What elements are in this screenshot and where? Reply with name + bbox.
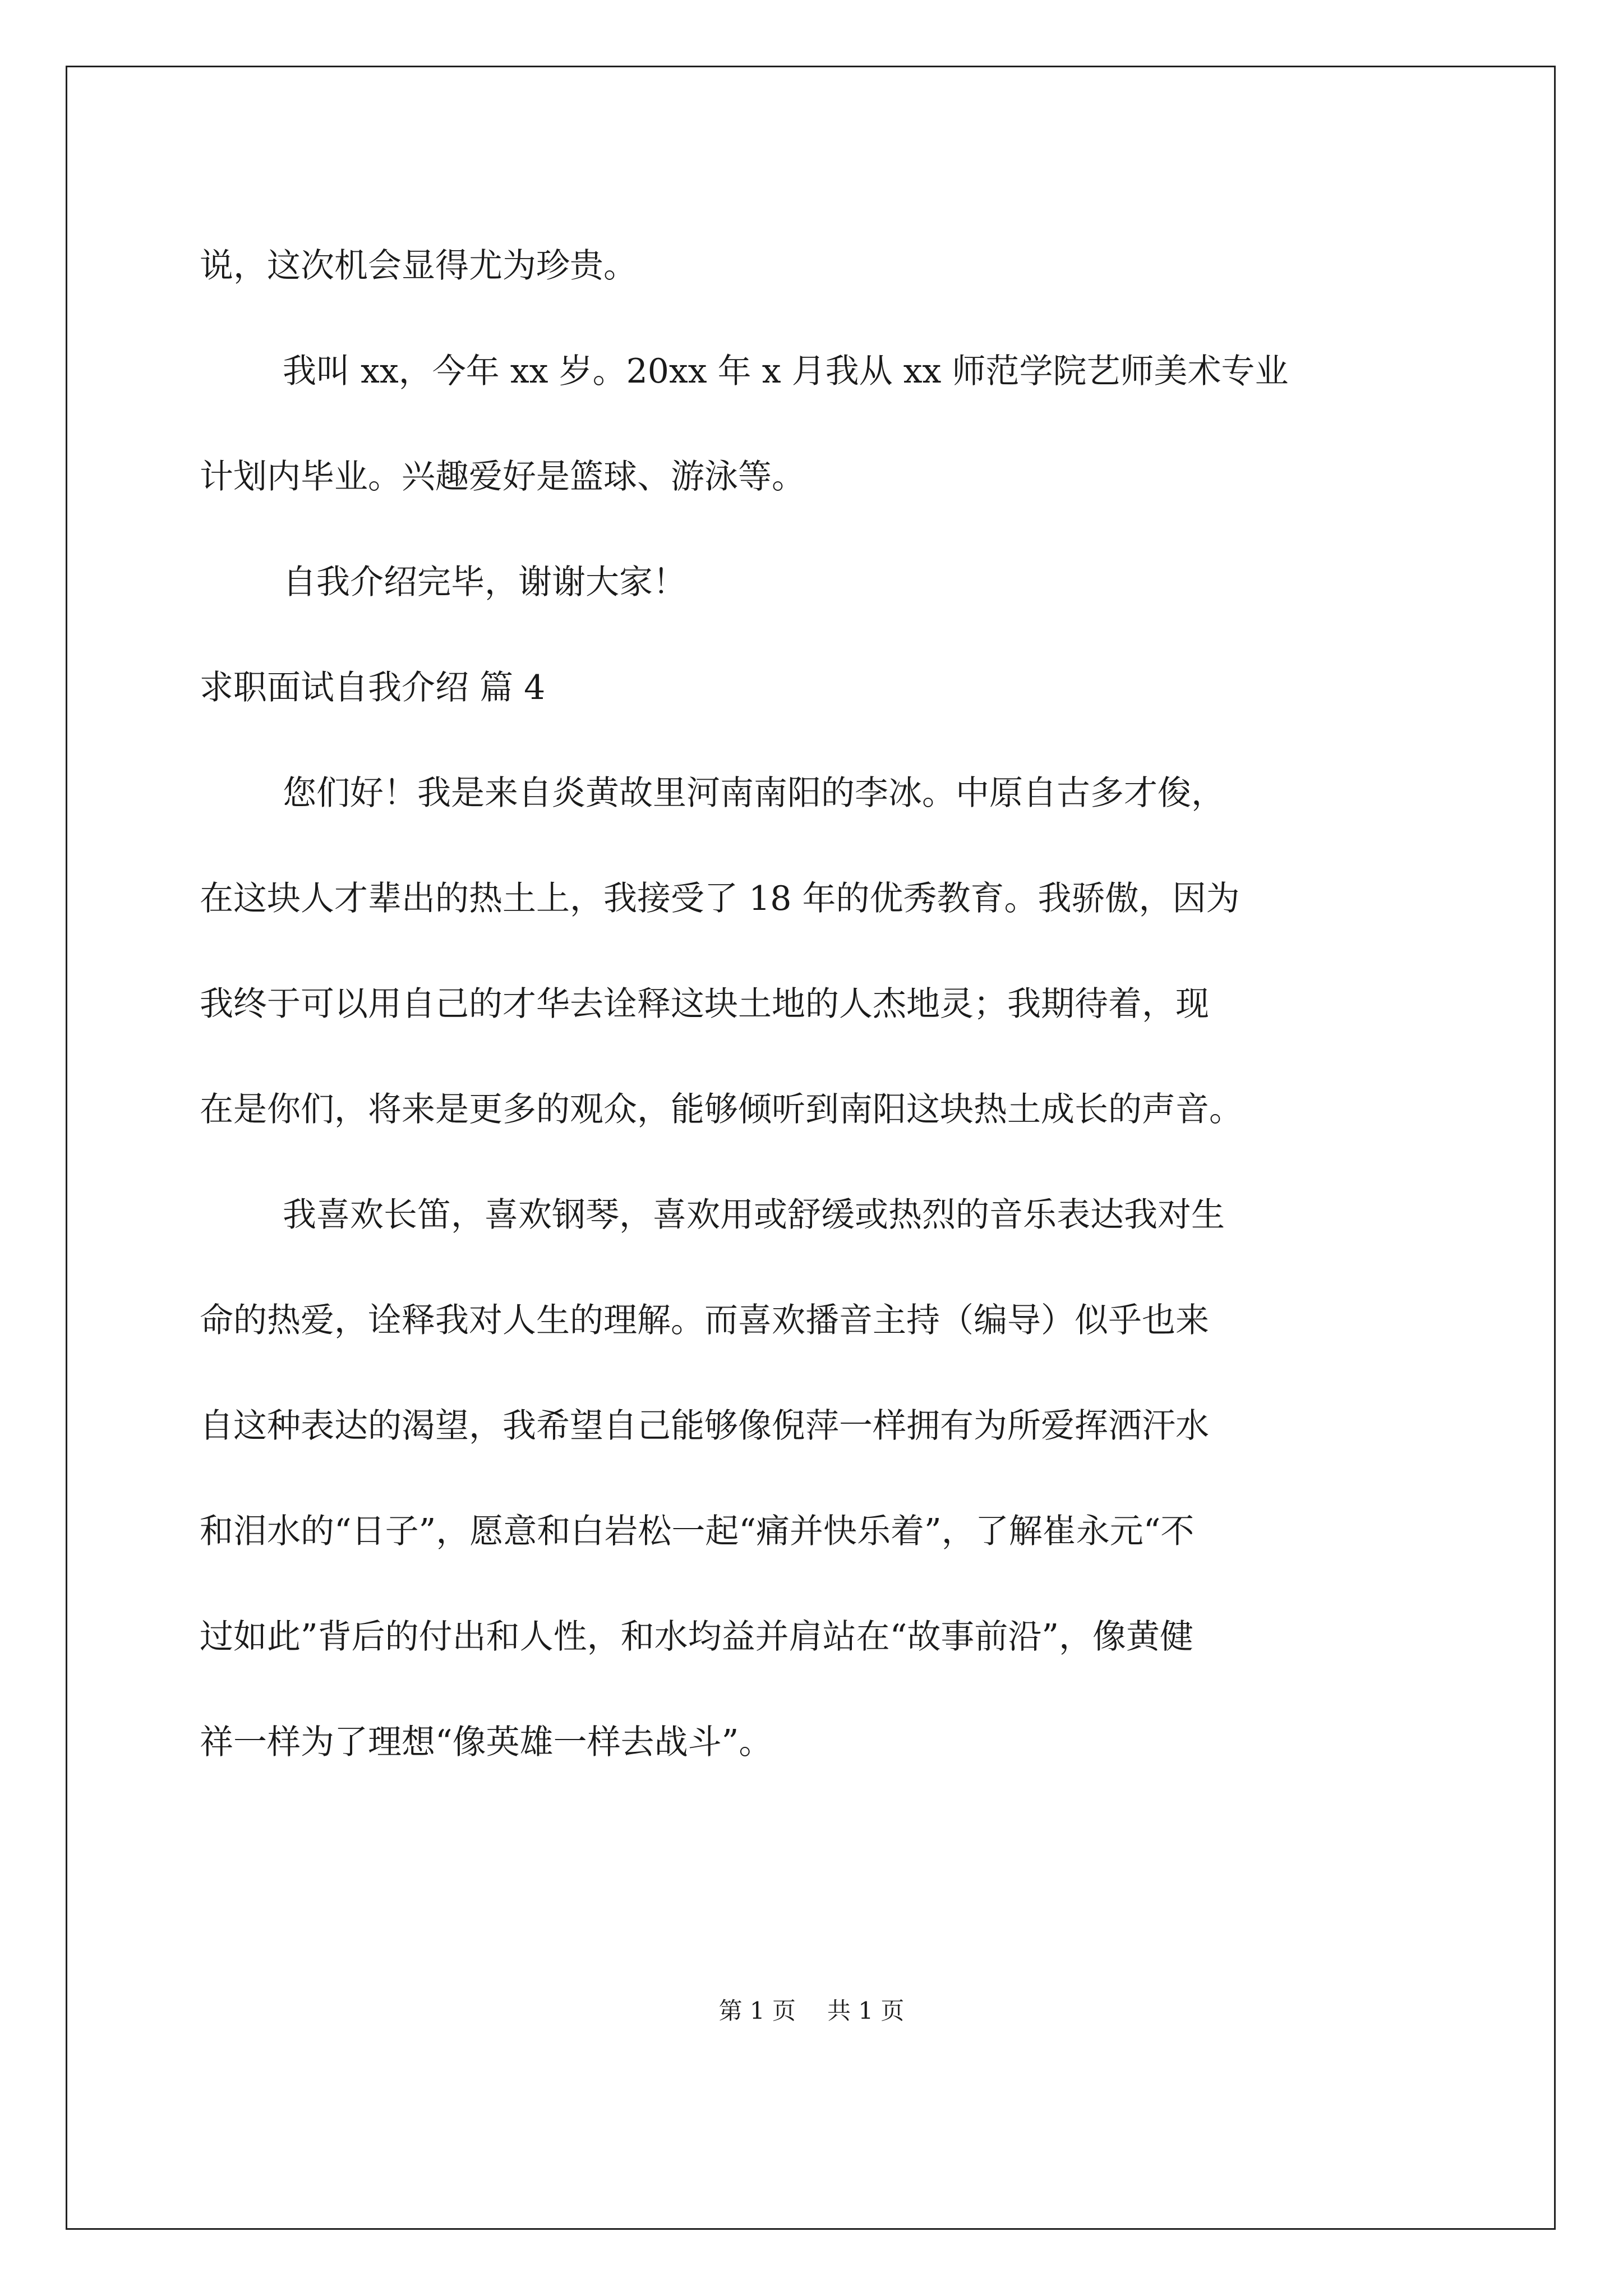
text-line: 过如此”背后的付出和人性，和水均益并肩站在“故事前沿”，像黄健 bbox=[200, 1617, 1194, 1657]
text-line: 我喜欢长笛，喜欢钢琴，喜欢用或舒缓或热烈的音乐表达我对生 bbox=[283, 1195, 1225, 1235]
text-line: 您们好！我是来自炎黄故里河南南阳的李冰。中原自古多才俊， bbox=[283, 774, 1225, 813]
section-heading: 求职面试自我介绍 篇 4 bbox=[200, 668, 546, 707]
text-line: 在是你们，将来是更多的观众，能够倾听到南阳这块热土成长的声音。 bbox=[200, 1090, 1243, 1129]
text-line: 和泪水的“日子”，愿意和白岩松一起“痛并快乐着”，了解崔永元“不 bbox=[200, 1512, 1195, 1551]
text-line: 在这块人才辈出的热土上，我接受了 18 年的优秀教育。我骄傲，因为 bbox=[200, 879, 1240, 918]
text-line: 自这种表达的渴望，我希望自己能够像倪萍一样拥有为所爱挥洒汗水 bbox=[200, 1406, 1209, 1446]
text-line: 祥一样为了理想“像英雄一样去战斗”。 bbox=[200, 1723, 773, 1762]
text-line: 我叫 xx，今年 xx 岁。20xx 年 x 月我从 xx 师范学院艺师美术专业 bbox=[283, 352, 1289, 391]
page-total: 共 1 页 bbox=[827, 1997, 905, 2024]
text-line: 自我介绍完毕，谢谢大家！ bbox=[283, 563, 686, 602]
page-number: 第 1 页 bbox=[718, 1997, 796, 2024]
text-line: 命的热爱，诠释我对人生的理解。而喜欢播音主持（编导）似乎也来 bbox=[200, 1301, 1209, 1340]
page-footer bbox=[0, 1994, 1623, 2028]
document-body bbox=[200, 213, 1433, 1795]
text-line: 计划内毕业。兴趣爱好是篮球、游泳等。 bbox=[200, 457, 805, 496]
text-line: 说，这次机会显得尤为珍贵。 bbox=[200, 246, 637, 286]
text-line: 我终于可以用自己的才华去诠释这块土地的人杰地灵；我期待着，现 bbox=[200, 984, 1209, 1024]
